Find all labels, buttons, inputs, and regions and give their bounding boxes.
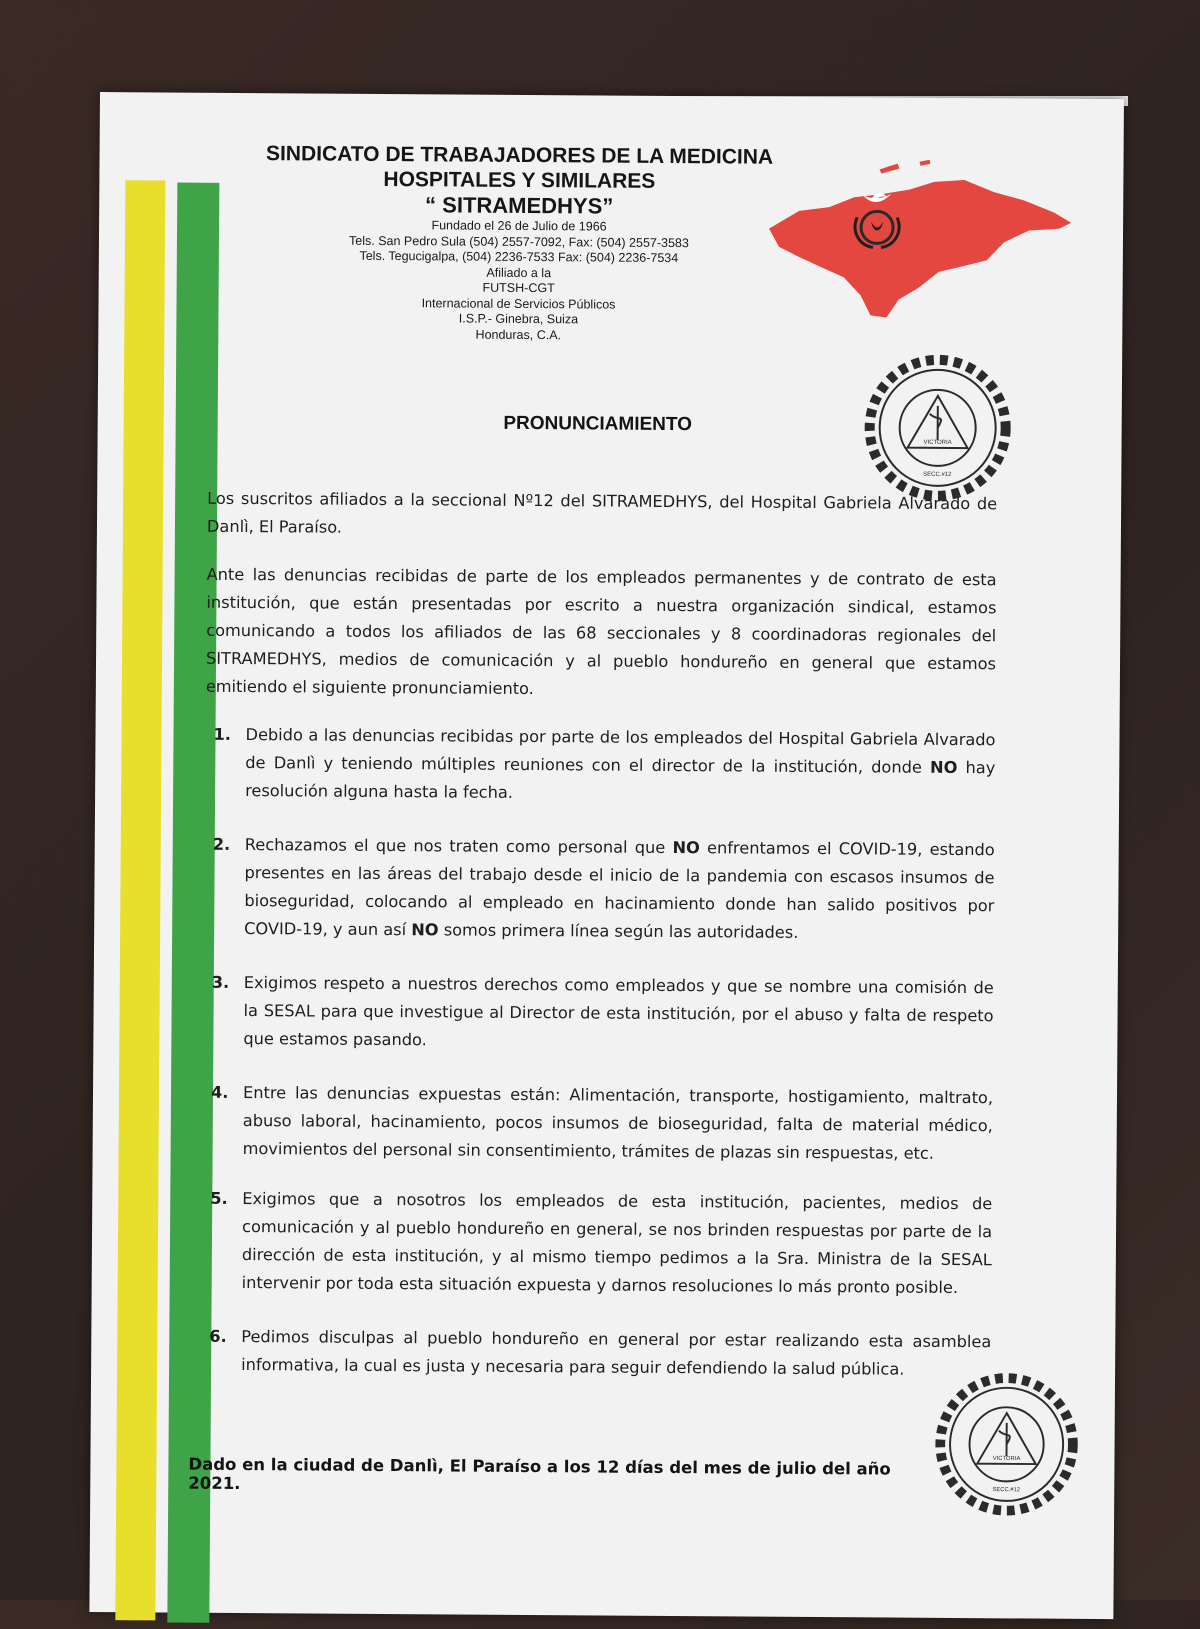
svg-text:VICTORIA: VICTORIA (923, 439, 952, 446)
list-item: 6. Pedimos disculpas al pueblo hondureño en general por estar realizando esta asamblea informativa, la cual es justa y necesaria para seguir defendiendo la salud pública. (209, 1326, 992, 1379)
document-page (89, 92, 1124, 1619)
list-item: 2. Rechazamos el que nos traten como personal que NO enfrentamos el COVID-19, estando presentes en las áreas del trabajo desde el inicio de la pandemia con escasos insumos de bioseguridad, colocando al empleado en hacinamiento donde han salido positivos por COVID-19, y aun así NO somos primera línea según las autoridades. (212, 834, 995, 942)
list-item: 4. Entre las denuncias expuestas están: Alimentación, transporte, hostigamiento, maltrato, abuso laboral, hacinamiento, pocos insumos de bioseguridad, falta de material médico, movimientos del personal sin consentimiento, trámites de plazas sin respuestas, etc. (210, 1082, 994, 1163)
svg-text:VICTORIA: VICTORIA (992, 1455, 1021, 1463)
futsh-cgt: FUTSH-CGT (482, 280, 555, 296)
union-seal-icon (857, 347, 1018, 508)
closing-statement: Dado en la ciudad de Danlì, El Paraíso a los 12 días del mes de julio del año 2021. (188, 1454, 891, 1494)
svg-text:SECC.#12: SECC.#12 (923, 471, 952, 478)
document-title: PRONUNCIAMIENTO (503, 412, 693, 436)
affiliated-label: Afiliado a la (486, 265, 552, 280)
list-item: 3. Exigimos respeto a nuestros derechos como empleados y que se nombre una comisión de la SESAL para que investigue al Director de esta institución, por el abuso y falta de respeto que estamos pasando. (211, 972, 994, 1050)
phones-tegucigalpa: Tels. Tegucigalpa, (504) 2236-7533 Fax: (504) 2236-7534 (359, 248, 679, 266)
demands-list (209, 721, 996, 1410)
list-item: 5. Exigimos que a nosotros los empleados de esta institución, pacientes, medios de comunicación y al pueblo hondureño en general, se nos brinden respuestas por parte de la dirección de esta institución, y al mismo tiempo pedimos a la Sra. Ministra de la SESAL intervenir por toda esta situación expuesta y darnos resoluciones lo más pronto posible. (210, 1188, 993, 1298)
isp-name: Internacional de Servicios Públicos (421, 295, 616, 312)
letterhead (218, 141, 819, 345)
union-name-line2: HOSPITALES Y SIMILARES (383, 167, 656, 193)
phones-san-pedro-sula: Tels. San Pedro Sula (504) 2557-7092, Fax: (504) 2557-3583 (349, 233, 689, 250)
isp-location: I.S.P.- Ginebra, Suiza (458, 311, 579, 327)
founded-date: Fundado el 26 de Julio de 1966 (431, 218, 607, 234)
context-paragraph: Ante las denuncias recibidas de parte de los empleados permanentes y de contrato de esta institución, que están presentadas por escrito a nuestra organización sindical, estamos comunicando a todos los afiliados de las 68 seccionales y 8 coordinadoras regionales del SITRAMEDHYS, medios de comunicación y al pueblo hondureño en general que estamos emitiendo el siguiente pronunciamiento. (205, 564, 997, 699)
union-seal-icon (928, 1366, 1085, 1523)
union-acronym: “ SITRAMEDHYS” (425, 192, 614, 219)
honduras-map-logo-icon (758, 149, 1079, 331)
list-item: 1. Debido a las denuncias recibidas por parte de los empleados del Hospital Gabriela Alvarado de Danlì y teniendo múltiples reuniones con el director de la institución, donde NO hay resolución alguna hasta la fecha. (213, 724, 996, 802)
yellow-stripe (115, 180, 165, 1620)
country: Honduras, C.A. (475, 327, 562, 342)
union-name-line1: SINDICATO DE TRABAJADORES DE LA MEDICINA (265, 142, 774, 169)
intro-paragraph: Los suscritos afiliados a la seccional Nº12 del SITRAMEDHYS, del Hospital Gabriela Alvarado de Danlì, El Paraíso. (206, 488, 998, 537)
svg-text:SECC.#12: SECC.#12 (992, 1487, 1021, 1494)
